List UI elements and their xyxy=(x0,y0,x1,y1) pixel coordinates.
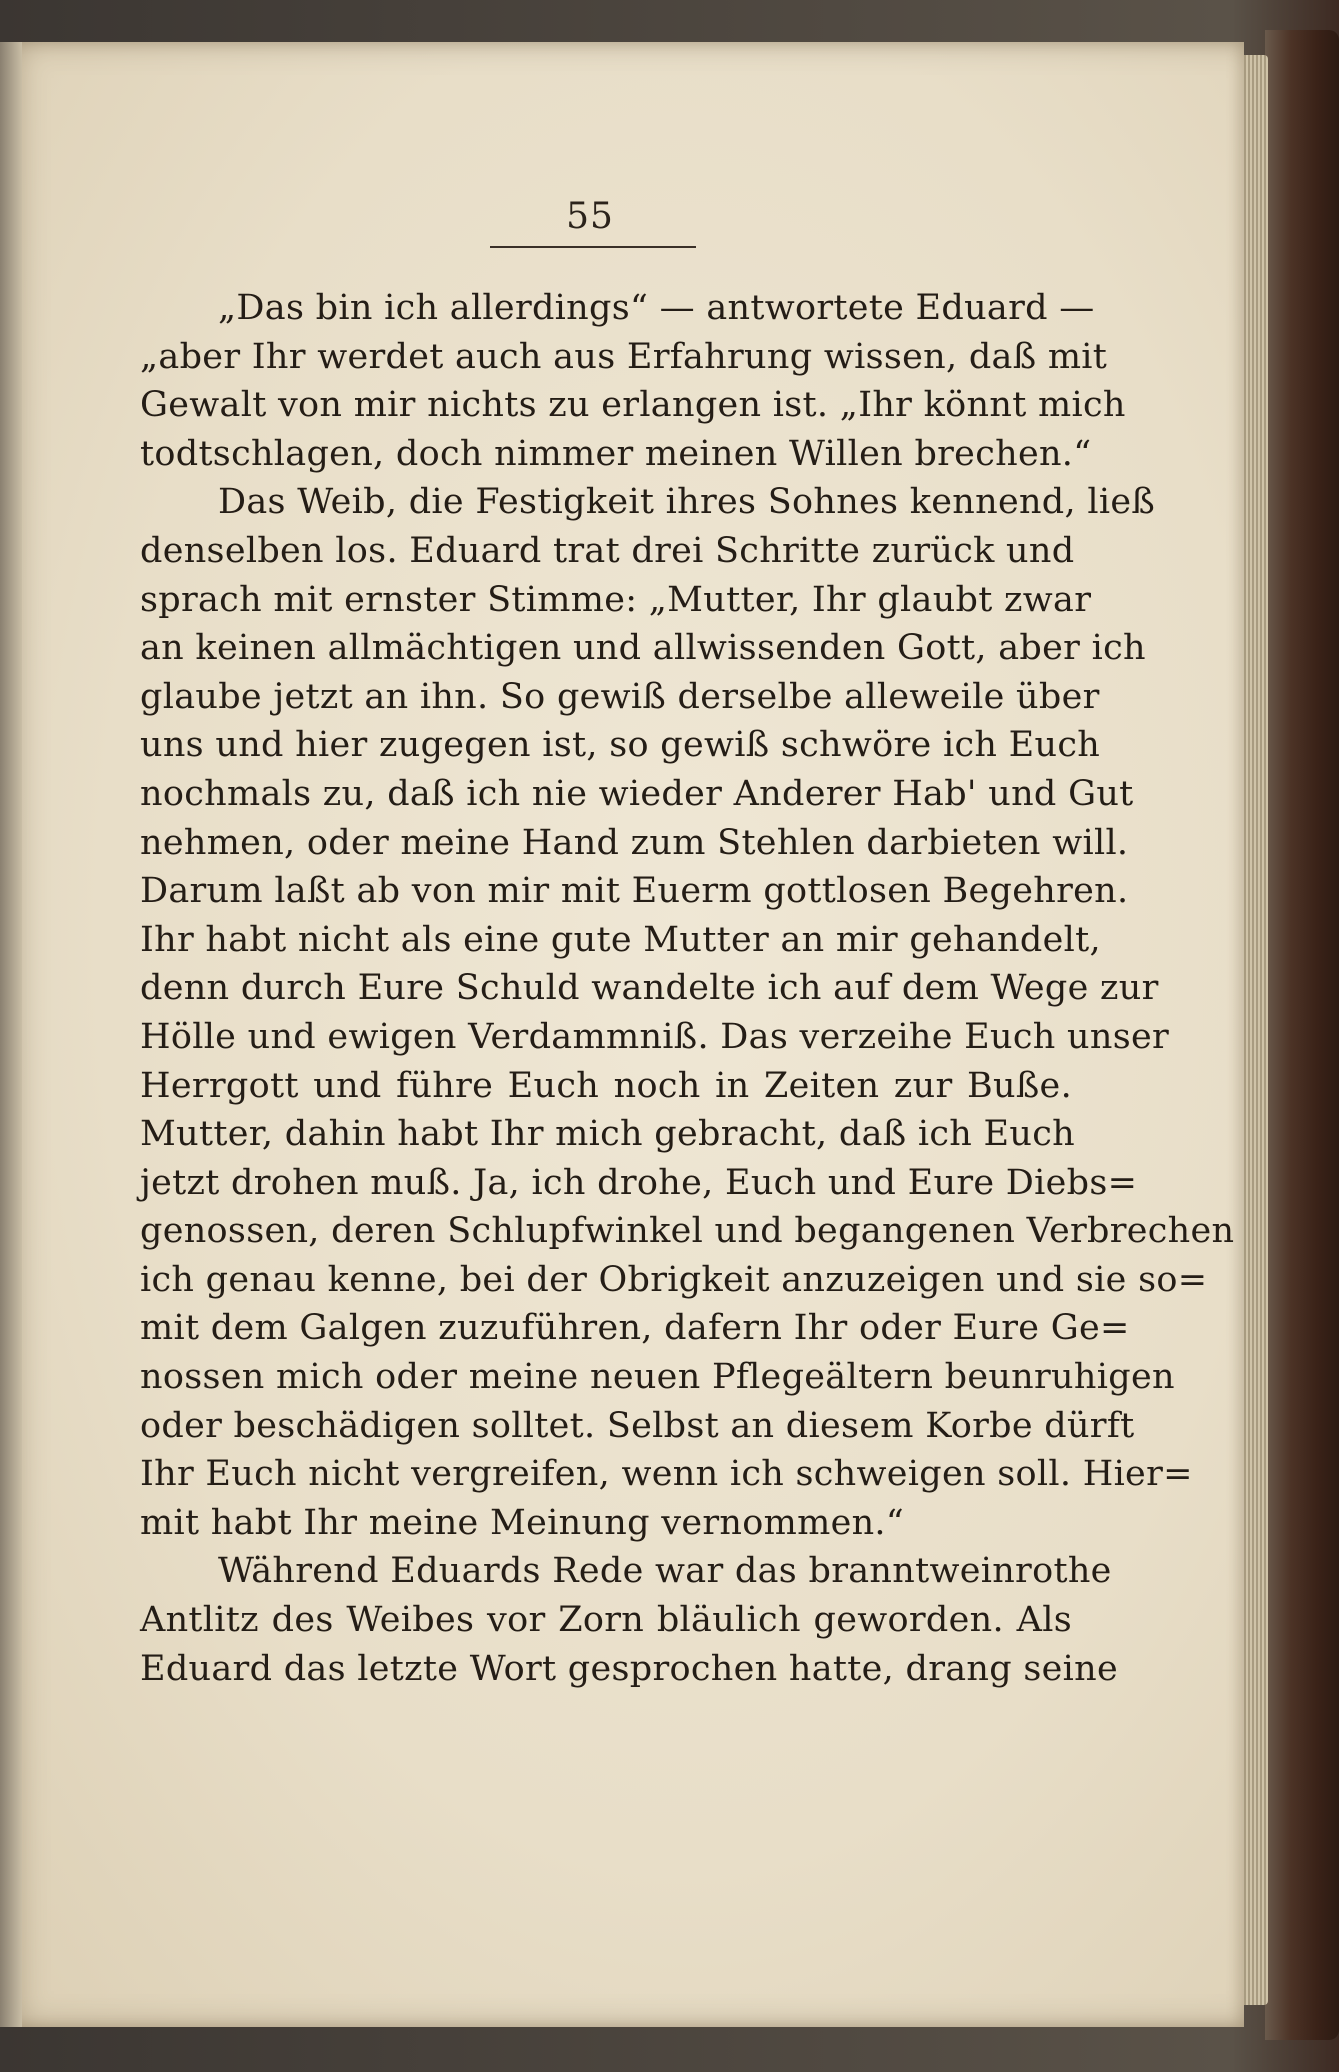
page-number-rule xyxy=(490,246,696,248)
text-line: oder beschädigen solltet. Selbst an diesem Korbe dürft xyxy=(140,1405,1135,1446)
text-line: mit dem Galgen zuzuführen, dafern Ihr oder Eure Ge= xyxy=(140,1308,1130,1349)
text-line: ich genau kenne, bei der Obrigkeit anzuzeigen und sie so= xyxy=(140,1259,1208,1300)
text-line: denn durch Eure Schuld wandelte ich auf dem Wege zur xyxy=(140,968,1159,1009)
text-line: Eduard das letzte Wort gesprochen hatte, drang seine xyxy=(140,1648,1118,1689)
text-line: Darum laßt ab von mir mit Euerm gottlosen Begehren. xyxy=(140,871,1129,912)
page-gutter-shadow xyxy=(0,42,22,2027)
text-line: Antlitz des Weibes vor Zorn bläulich geworden. Als xyxy=(140,1600,1072,1641)
text-line: „aber Ihr werdet auch aus Erfahrung wissen, daß mit xyxy=(140,336,1108,377)
text-line: Gewalt von mir nichts zu erlangen ist. „Ihr könnt mich xyxy=(140,385,1126,426)
body-text xyxy=(140,284,1235,1693)
text-line: Während Eduards Rede war das branntweinrothe xyxy=(218,1551,1112,1592)
text-line: Ihr habt nicht als eine gute Mutter an mir gehandelt, xyxy=(140,919,1101,960)
text-line: Herrgott und führe Euch noch in Zeiten zur Buße. xyxy=(140,1065,1072,1106)
text-line: nehmen, oder meine Hand zum Stehlen darbieten will. xyxy=(140,822,1129,863)
text-line: Das Weib, die Festigkeit ihres Sohnes kennend, ließ xyxy=(218,482,1156,523)
text-line: Hölle und ewigen Verdammniß. Das verzeihe Euch unser xyxy=(140,1016,1170,1057)
text-line: nossen mich oder meine neuen Pflegeältern beunruhigen xyxy=(140,1357,1175,1398)
text-line: mit habt Ihr meine Meinung vernommen.“ xyxy=(140,1502,905,1543)
text-line: denselben los. Eduard trat drei Schritte zurück und xyxy=(140,530,1075,571)
text-line: uns und hier zugegen ist, so gewiß schwöre ich Euch xyxy=(140,725,1101,766)
text-line: genossen, deren Schlupfwinkel und begangenen Verbrechen xyxy=(140,1211,1235,1252)
text-line: sprach mit ernster Stimme: „Mutter, Ihr glaubt zwar xyxy=(140,579,1092,620)
text-line: jetzt drohen muß. Ja, ich drohe, Euch und Eure Diebs= xyxy=(140,1162,1138,1203)
text-line: „Das bin ich allerdings“ — antwortete Eduard — xyxy=(218,288,1095,328)
text-line: todtschlagen, doch nimmer meinen Willen brechen.“ xyxy=(140,433,1092,474)
book-cover-edge xyxy=(1265,30,1339,2040)
text-line: nochmals zu, daß ich nie wieder Anderer Hab' und Gut xyxy=(140,773,1134,814)
page-number: 55 xyxy=(566,196,614,237)
text-line: glaube jetzt an ihn. So gewiß derselbe alleweile über xyxy=(140,676,1100,717)
text-line: Mutter, dahin habt Ihr mich gebracht, daß ich Euch xyxy=(140,1114,1075,1155)
text-line: an keinen allmächtigen und allwissenden Gott, aber ich xyxy=(140,628,1146,669)
text-line: Ihr Euch nicht vergreifen, wenn ich schweigen soll. Hier= xyxy=(140,1454,1193,1495)
